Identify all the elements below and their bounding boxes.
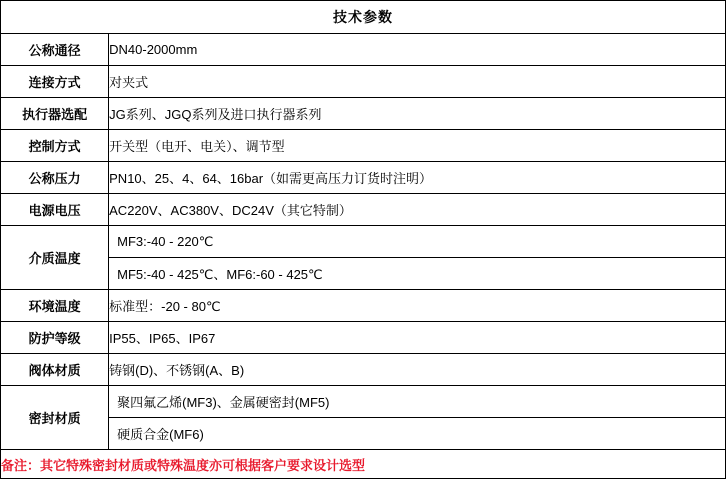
row-value-actuator-option: JG系列、JGQ系列及进口执行器系列 bbox=[109, 98, 726, 130]
subtable-row bbox=[109, 258, 725, 290]
subtable-row bbox=[109, 386, 725, 418]
row-label-power-voltage: 电源电压 bbox=[1, 194, 109, 226]
table-title-row bbox=[1, 1, 726, 34]
row-value-seal-material bbox=[109, 386, 726, 450]
row-value-protection-grade: IP55、IP65、IP67 bbox=[109, 322, 726, 354]
table-note-row bbox=[1, 450, 726, 479]
table-row bbox=[1, 322, 726, 354]
row-value-body-material: 铸钢(D)、不锈钢(A、B) bbox=[109, 354, 726, 386]
row-label-nominal-diameter: 公称通径 bbox=[1, 34, 109, 66]
seal-material-line-1: 聚四氟乙烯(MF3)、金属硬密封(MF5) bbox=[109, 386, 725, 418]
row-label-medium-temperature: 介质温度 bbox=[1, 226, 109, 290]
medium-temperature-line-1: MF3:-40 - 220℃ bbox=[109, 226, 725, 258]
row-label-body-material: 阀体材质 bbox=[1, 354, 109, 386]
subtable-row bbox=[109, 226, 725, 258]
row-label-actuator-option: 执行器选配 bbox=[1, 98, 109, 130]
row-value-connection-type: 对夹式 bbox=[109, 66, 726, 98]
row-label-ambient-temperature: 环境温度 bbox=[1, 290, 109, 322]
row-label-protection-grade: 防护等级 bbox=[1, 322, 109, 354]
row-label-connection-type: 连接方式 bbox=[1, 66, 109, 98]
medium-temperature-line-2: MF5:-40 - 425℃、MF6:-60 - 425℃ bbox=[117, 267, 323, 282]
row-label-control-mode: 控制方式 bbox=[1, 130, 109, 162]
table-row bbox=[1, 386, 726, 450]
row-value-nominal-diameter: DN40-2000mm bbox=[109, 34, 726, 66]
row-label-seal-material: 密封材质 bbox=[1, 386, 109, 450]
row-value-ambient-temperature: 标准型：-20 - 80℃ bbox=[109, 290, 726, 322]
seal-material-subtable bbox=[109, 386, 725, 449]
table-row bbox=[1, 98, 726, 130]
table-row bbox=[1, 66, 726, 98]
table-row bbox=[1, 354, 726, 386]
table-row bbox=[1, 226, 726, 290]
row-value-control-mode: 开关型（电开、电关）、调节型 bbox=[109, 130, 726, 162]
table-row bbox=[1, 162, 726, 194]
table-row bbox=[1, 34, 726, 66]
row-value-medium-temperature bbox=[109, 226, 726, 290]
table-body bbox=[1, 1, 726, 479]
medium-temperature-subtable bbox=[109, 226, 725, 289]
table-title: 技术参数 bbox=[1, 1, 726, 34]
table-row bbox=[1, 290, 726, 322]
subtable-row bbox=[109, 418, 725, 450]
row-label-nominal-pressure: 公称压力 bbox=[1, 162, 109, 194]
table-row bbox=[1, 130, 726, 162]
row-value-power-voltage: AC220V、AC380V、DC24V（其它特制） bbox=[109, 194, 726, 226]
row-value-nominal-pressure: PN10、25、4、64、16bar（如需更高压力订货时注明） bbox=[109, 162, 726, 194]
seal-material-line-2: 硬质合金(MF6) bbox=[117, 427, 204, 442]
table-note: 备注：其它特殊密封材质或特殊温度亦可根据客户要求设计选型 bbox=[1, 450, 726, 479]
table-row bbox=[1, 194, 726, 226]
